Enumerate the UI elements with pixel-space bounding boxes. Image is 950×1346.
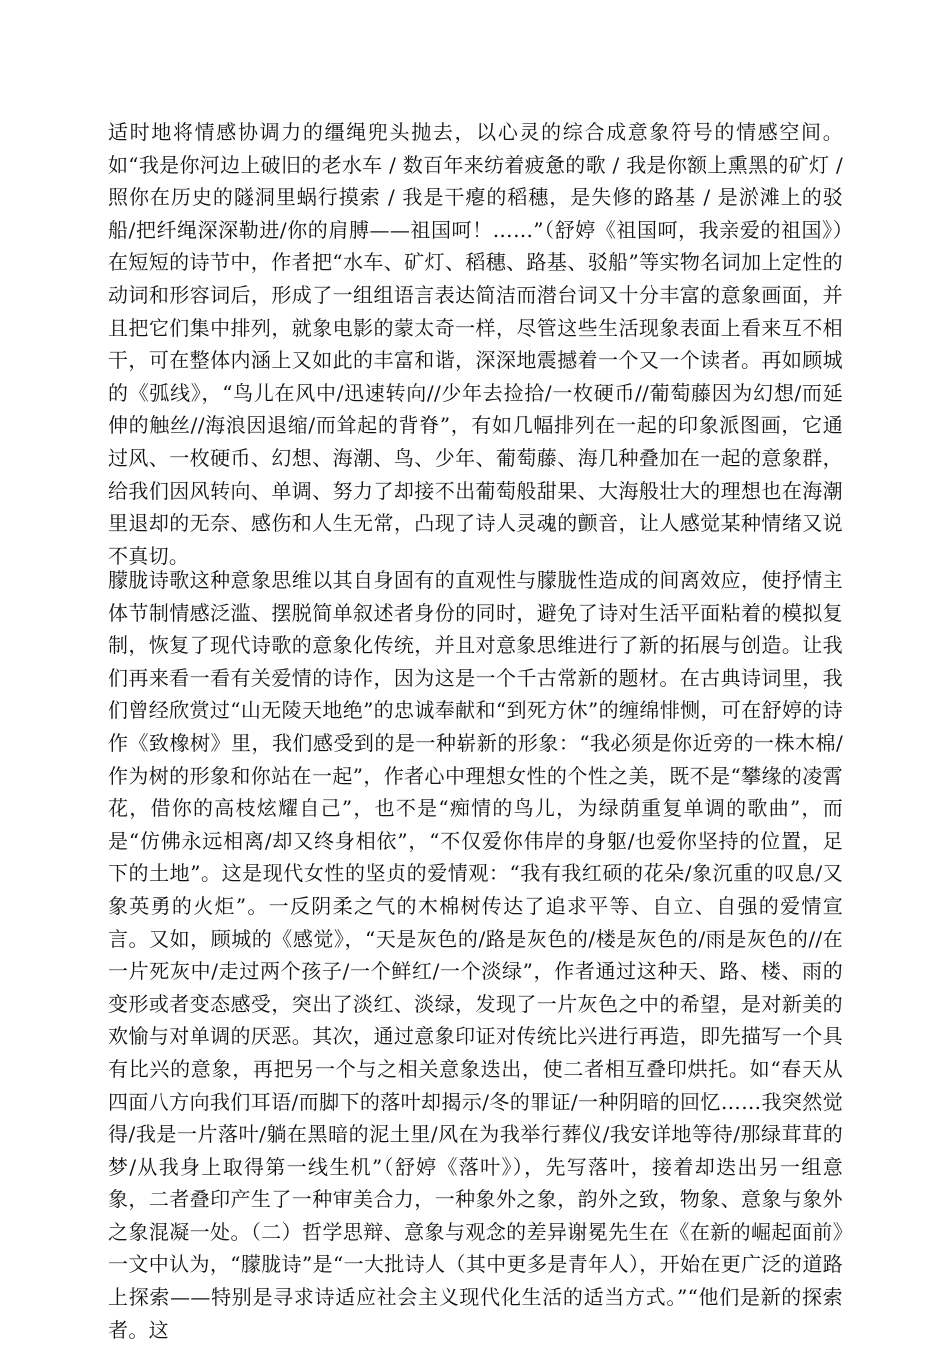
- paragraph-misty-poetry: 朦胧诗歌这种意象思维以其自身固有的直观性与朦胧性造成的间离效应，使抒情主体节制情感泛滥、摆脱简单叙述者身份的同时，避免了诗对生活平面粘着的模拟复制，恢复了现代诗歌的意象化传统，并且对意象思维进行了新的拓展与创造。让我们再来看一看有关爱情的诗作，因为这是一个千古常新的题材。在古典诗词里，我们曾经欣赏过“山无陵天地绝”的忠诚奉献和“到死方休”的缠绵悱恻，可在舒婷的诗作《致橡树》里，我们感受到的是一种崭新的形象：“我必须是你近旁的一株木棉/作为树的形象和你站在一起”，作者心中理想女性的个性之美，既不是“攀缘的凌霄花，借你的高枝炫耀自己”，也不是“痴情的鸟儿，为绿荫重复单调的歌曲”，而是“仿佛永远相离/却又终身相依”，“不仅爱你伟岸的身躯/也爱你坚持的位置，足下的土地”。这是现代女性的坚贞的爱情观：“我有我红硕的花朵/象沉重的叹息/又象英勇的火炬”。一反阴柔之气的木棉树传达了追求平等、自立、自强的爱情宣言。又如，顾城的《感觉》，“天是灰色的/路是灰色的/楼是灰色的/雨是灰色的//在一片死灰中/走过两个孩子/一个鲜红/一个淡绿”，作者通过这种天、路、楼、雨的变形或者变态感受，突出了淡红、淡绿，发现了一片灰色之中的希望，是对新美的欢愉与对单调的厌恶。其次，通过意象印证对传统比兴进行再造，即先描写一个具有比兴的意象，再把另一个与之相关意象迭出，使二者相互叠印烘托。如“春天从四面八方向我们耳语/而脚下的落叶却揭示/冬的罪证/一种阴暗的回忆……我突然觉得/我是一片落叶/躺在黑暗的泥土里/风在为我举行葬仪/我安详地等待/那绿茸茸的梦/从我身上取得第一线生机”（舒婷《落叶》），先写落叶，接着却迭出另一组意象，二者叠印产生了一种审美合力，一种象外之象，韵外之致，物象、意象与象外之象混凝一处。（二）哲学思辩、意象与观念的差异谢冕先生在《在新的崛起面前》一文中认为，“朦胧诗”是“一大批诗人（其中更多是青年人），开始在更广泛的道路上探索——特别是寻求诗适应社会主义现代化生活的适当方式。”“他们是新的探索者。这: [108, 568, 843, 1342]
- paragraph-imagery-symbols: 适时地将情感协调力的缰绳兜头抛去，以心灵的综合成意象符号的情感空间。如“我是你河边上破旧的老水车 / 数百年来纺着疲惫的歌 / 我是你额上熏黑的矿灯 / 照你在历史的隧洞里蜗行摸索 / 我是干瘪的稻穗，是失修的路基 / 是淤滩上的驳船/把纤绳深深勒进/你的肩膊——祖国呵！……”（舒婷《祖国呵，我亲爱的祖国》）在短短的诗节中，作者把“水车、矿灯、稻穗、路基、驳船”等实物名词加上定性的动词和形容词后，形成了一组组语言表达简洁而潜台词又十分丰富的意象画面，并且把它们集中排列，就象电影的蒙太奇一样，尽管这些生活现象表面上看来互不相干，可在整体内涵上又如此的丰富和谐，深深地震撼着一个又一个读者。再如顾城的《弧线》，“鸟儿在风中/迅速转向//少年去捡拾/一枚硬币//葡萄藤因为幻想/而延伸的触丝//海浪因退缩/而耸起的背脊”，有如几幅排列在一起的印象派图画，它通过风、一枚硬币、幻想、海潮、鸟、少年、葡萄藤、海几种叠加在一起的意象群，给我们因风转向、单调、努力了却接不出葡萄般甜果、大海般壮大的理想也在海潮里退却的无奈、感伤和人生无常，凸现了诗人灵魂的颤音，让人感觉某种情绪又说不真切。: [108, 120, 843, 568]
